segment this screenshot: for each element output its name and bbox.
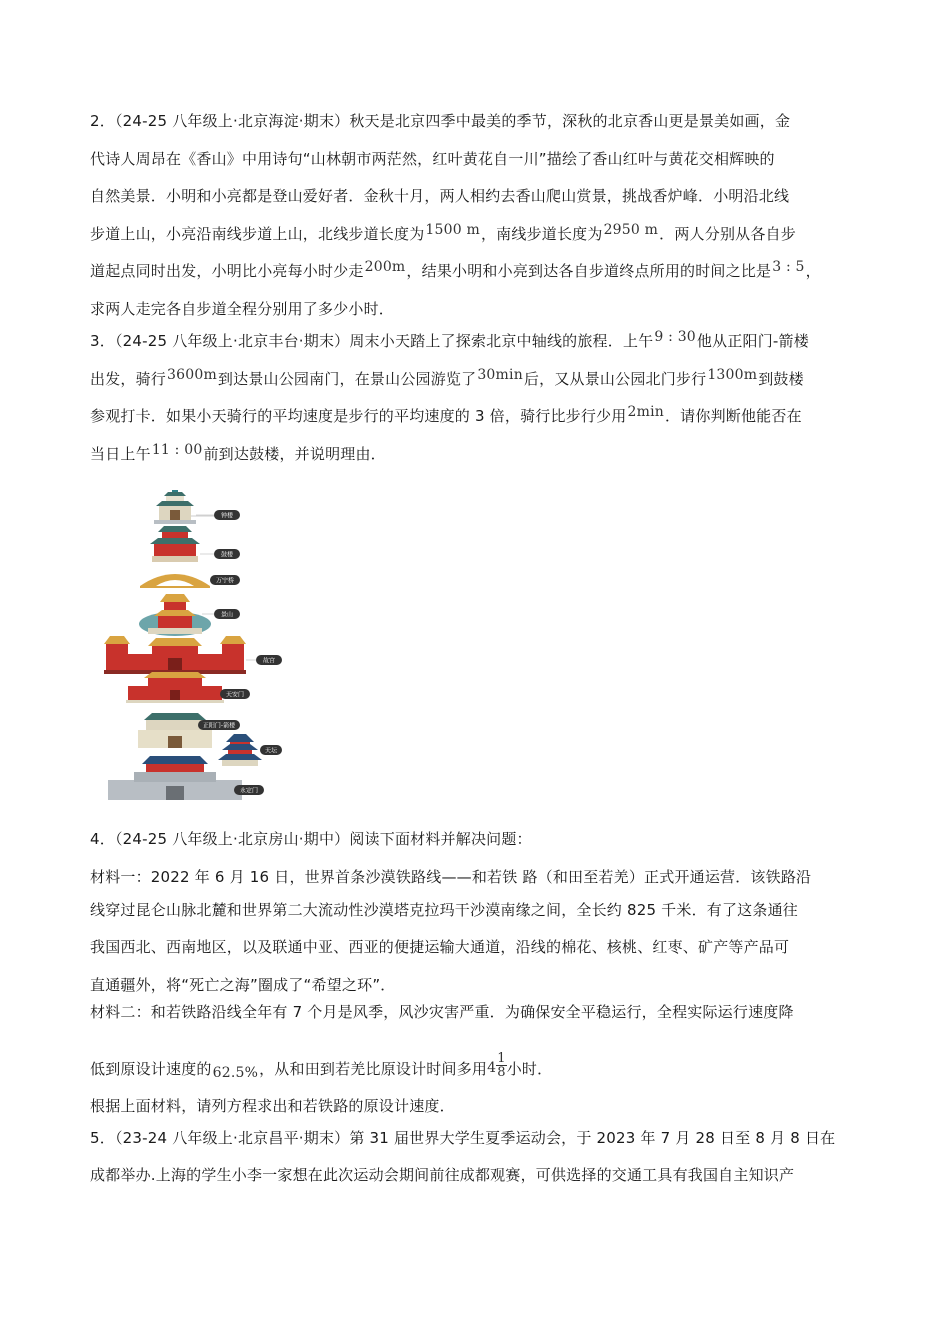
math-ratio: 3 : 5 xyxy=(772,259,805,276)
q4-line-1: 4．（24-25 八年级上·北京房山·期中）阅读下面材料并解决问题： xyxy=(90,830,532,848)
math-fraction: $\frac{1}{8}$ xyxy=(497,1050,506,1080)
math-deadline: 11 : 00 xyxy=(151,441,203,458)
drum-tower-building xyxy=(150,526,200,562)
math-walk-distance: 1300m xyxy=(707,366,758,383)
label-temple-of-heaven: 天坛 xyxy=(264,747,278,755)
yongdingmen-building xyxy=(108,756,242,800)
math-ride-distance: 3600m xyxy=(167,366,217,383)
jingshan-building xyxy=(139,594,211,636)
label-forbidden-city: 故宫 xyxy=(262,657,276,665)
math-percentage: 62.5% xyxy=(212,1064,259,1081)
document-page-lower xyxy=(90,830,870,1204)
central-axis-illustration xyxy=(104,488,300,804)
q3-source: （24-25 八年级上·北京丰台·期末） xyxy=(114,331,350,350)
math-speed-diff: 200m xyxy=(364,259,406,276)
q4-material2-line-1: 材料二：和若铁路沿线全年有 7 个月是风季，风沙灾害严重．为确保安全平稳运行，全程实际运行速度降 xyxy=(90,1002,794,1021)
q4-number: 4． xyxy=(90,830,115,848)
tiananmen-building xyxy=(126,672,224,703)
label-jingshan: 景山 xyxy=(220,611,234,619)
q2-line-5: 道起点同时出发，小明比小亮每小时少走200m，结果小明和小亮到达各自步道终点所用的时间之比是3 : 5， xyxy=(90,259,821,281)
q5-number: 5． xyxy=(90,1128,115,1147)
central-axis-svg xyxy=(104,488,300,804)
label-yongdingmen: 永定门 xyxy=(239,787,259,795)
math-time-diff: 2min xyxy=(627,404,664,421)
q5-line-1: 5．（23-24 八年级上·北京昌平·期末）第 31 届世界大学生夏季运动会，于 2023 年 7 月 28 日至 8 月 8 日在 xyxy=(90,1128,836,1147)
q3-number: 3． xyxy=(90,331,115,350)
q3-line-1: 3．（24-25 八年级上·北京丰台·期末）周末小天踏上了探索北京中轴线的旅程．上午9 : 30他从正阳门-箭楼 xyxy=(90,328,809,350)
document-page xyxy=(90,112,870,482)
q3-line-2: 出发，骑行3600m到达景山公园南门，在景山公园游览了30min后，又从景山公园北门步行1300m到鼓楼 xyxy=(90,366,804,388)
q2-source: （24-25 八年级上·北京海淀·期末） xyxy=(114,112,350,130)
math-north-length: 1500 m xyxy=(425,221,480,238)
math-south-length: 2950 m xyxy=(603,221,659,238)
label-drum-tower: 鼓楼 xyxy=(220,551,234,559)
q2-line-1: 2．（24-25 八年级上·北京海淀·期末）秋天是北京四季中最美的季节，深秋的北京香山更是景美如画，金 xyxy=(90,112,791,130)
math-start-time: 9 : 30 xyxy=(654,328,696,345)
q3-line-3: 参观打卡．如果小天骑行的平均速度是步行的平均速度的 3 倍，骑行比步行少用2min．请你判断他能否在 xyxy=(90,404,802,426)
wanning-bridge xyxy=(140,574,210,588)
q2-line-4: 步道上山，小亮沿南线步道上山，北线步道长度为1500 m，南线步道长度为2950 m．两人分别从各自步 xyxy=(90,221,796,243)
temple-of-heaven-building xyxy=(218,734,262,766)
label-wanning-bridge: 万宁桥 xyxy=(215,577,235,585)
q2-line-6: 求两人走完各自步道全程分别用了多少小时． xyxy=(90,299,395,318)
q4-source: （24-25 八年级上·北京房山·期中） xyxy=(114,830,350,848)
q4-material1-line-4: 直通疆外，将“死亡之海”圈成了“希望之环”． xyxy=(90,975,396,994)
q2-number: 2． xyxy=(90,112,115,130)
forbidden-city-building xyxy=(104,636,246,674)
label-tiananmen: 天安门 xyxy=(225,691,245,699)
q5-source: （23-24 八年级上·北京昌平·期末） xyxy=(114,1128,350,1147)
q4-material1-line-1: 材料一：2022 年 6 月 16 日，世界首条沙漠铁路线——和若铁 路（和田至若羌）正式开通运营．该铁路沿 xyxy=(90,867,812,886)
zhengyangmen-building xyxy=(138,713,212,748)
label-zhengyangmen: 正阳门-箭楼 xyxy=(202,722,236,730)
q4-material2-line-2: 低到原设计速度的62.5%，从和田到若羌比原设计时间多用4 $\frac{1}{8}$ 小时． xyxy=(90,1050,553,1081)
q4-material1-line-3: 我国西北、西南地区，以及联通中亚、西亚的便捷运输大通道，沿线的棉花、核桃、红枣、矿产等产品可 xyxy=(90,938,790,957)
q3-line-4: 当日上午11 : 00前到达鼓楼，并说明理由． xyxy=(90,441,386,463)
q5-line-2: 成都举办.上海的学生小李一家想在此次运动会期间前往成都观赛，可供选择的交通工具有我国自主知识产 xyxy=(90,1166,795,1185)
q2-line-3: 自然美景．小明和小亮都是登山爱好者．金秋十月，两人相约去香山爬山赏景，挑战香炉峰．小明沿北线 xyxy=(90,187,790,206)
q2-line-2: 代诗人周昂在《香山》中用诗句“山林朝市两茫然，红叶黄花自一川”描绘了香山红叶与黄花交相辉映的 xyxy=(90,149,775,168)
math-mixed-whole: 4 xyxy=(487,1059,497,1076)
q4-material1-line-2: 线穿过昆仑山脉北麓和世界第二大流动性沙漠塔克拉玛干沙漠南缘之间，全长约 825 千米．有了这条通往 xyxy=(90,900,798,919)
math-visit-time: 30min xyxy=(477,366,523,383)
label-bell-tower: 钟楼 xyxy=(220,512,234,520)
q4-question: 根据上面材料，请列方程求出和若铁路的原设计速度． xyxy=(90,1096,455,1115)
bell-tower-building xyxy=(154,490,196,524)
